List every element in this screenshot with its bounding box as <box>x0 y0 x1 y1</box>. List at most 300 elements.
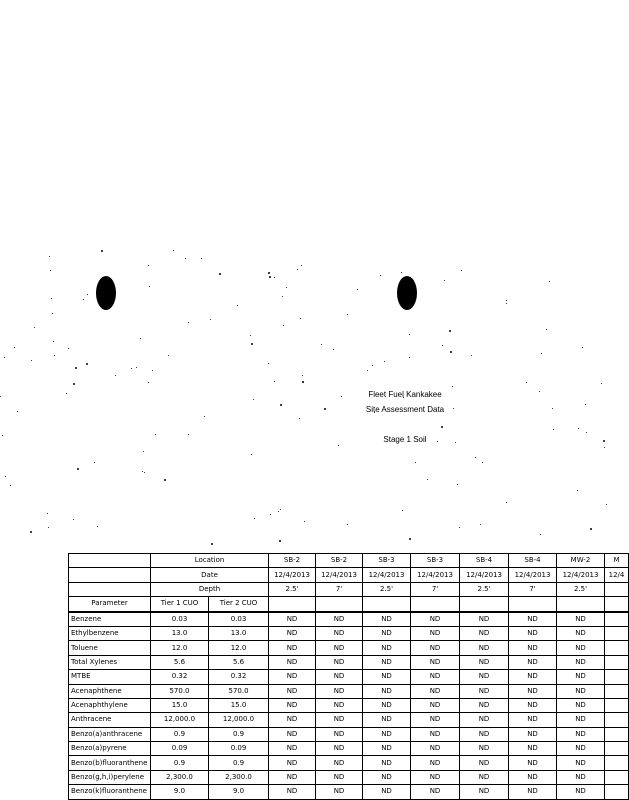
criteria-label: Tier 2 CUO <box>209 597 269 612</box>
scan-speck <box>603 440 605 442</box>
scan-speck <box>604 447 605 448</box>
sample-location: MW-2 <box>557 554 605 568</box>
result-value: ND <box>460 626 509 640</box>
table-row <box>69 713 629 727</box>
result-value: ND <box>363 770 411 784</box>
scan-speck <box>164 479 166 481</box>
depth-label: Depth <box>151 582 269 596</box>
result-value: ND <box>557 785 605 799</box>
table-row <box>69 670 629 684</box>
scan-speck <box>274 381 275 382</box>
document-subtitle: Site Assessment Data <box>365 405 445 414</box>
punch-hole-left <box>96 276 116 310</box>
tier2-value: 15.0 <box>209 698 269 712</box>
result-value: ND <box>411 684 460 698</box>
scan-speck <box>409 538 411 540</box>
scan-speck <box>278 511 279 512</box>
result-value: ND <box>269 756 316 770</box>
result-value: ND <box>363 626 411 640</box>
header-blank <box>316 597 363 612</box>
result-value <box>605 684 629 698</box>
scan-speck <box>269 276 271 278</box>
result-value: ND <box>460 684 509 698</box>
tier2-value: 12,000.0 <box>209 713 269 727</box>
header-row-location <box>69 554 629 568</box>
tier2-value: 13.0 <box>209 626 269 640</box>
scan-speck <box>142 471 143 472</box>
scan-speck <box>300 318 301 319</box>
scan-speck <box>506 300 507 301</box>
result-value: ND <box>460 785 509 799</box>
scan-speck <box>251 343 253 345</box>
scan-speck <box>52 313 53 314</box>
tier1-value: 9.0 <box>151 785 209 799</box>
scan-speck <box>219 273 221 275</box>
tier2-value: 0.09 <box>209 742 269 756</box>
table-row <box>69 727 629 741</box>
scan-speck <box>17 411 18 412</box>
sample-depth: 7' <box>509 582 557 596</box>
scan-speck <box>301 265 302 266</box>
tier1-value: 12.0 <box>151 641 209 655</box>
result-value: ND <box>557 612 605 627</box>
result-value: ND <box>509 756 557 770</box>
scan-speck <box>51 298 52 299</box>
scan-speck <box>506 303 507 304</box>
table-row <box>69 684 629 698</box>
scan-speck <box>68 348 69 349</box>
header-blank <box>460 597 509 612</box>
scan-speck <box>347 314 348 315</box>
scan-speck <box>541 353 542 354</box>
tier1-value: 0.9 <box>151 727 209 741</box>
result-value <box>605 785 629 799</box>
result-value: ND <box>460 727 509 741</box>
sample-depth: 2.5' <box>460 582 509 596</box>
result-value: ND <box>316 785 363 799</box>
result-value: ND <box>363 655 411 669</box>
scan-speck <box>442 345 443 346</box>
result-value: ND <box>557 770 605 784</box>
scan-speck <box>2 435 3 436</box>
scan-speck <box>66 393 67 394</box>
scan-speck <box>97 526 98 527</box>
header-blank <box>363 597 411 612</box>
date-label: Date <box>151 568 269 582</box>
scan-speck <box>549 281 550 282</box>
scan-speck <box>48 527 49 528</box>
scan-speck <box>140 338 141 339</box>
scan-speck <box>585 404 586 405</box>
result-value: ND <box>269 785 316 799</box>
result-value: ND <box>411 670 460 684</box>
scan-speck <box>168 355 169 356</box>
result-value: ND <box>509 655 557 669</box>
scan-speck <box>5 476 6 477</box>
scan-speck <box>398 290 399 291</box>
scan-speck <box>155 434 156 435</box>
header-blank <box>411 597 460 612</box>
table-row <box>69 626 629 640</box>
sample-date: 12/4/2013 <box>269 568 316 582</box>
scan-speck <box>304 521 305 522</box>
result-value: ND <box>316 612 363 627</box>
scan-speck <box>459 527 460 528</box>
scan-speck <box>606 504 607 505</box>
result-value: ND <box>411 626 460 640</box>
result-value <box>605 713 629 727</box>
header-blank <box>69 554 151 568</box>
table-row <box>69 785 629 799</box>
soil-data-table-wrapper <box>68 553 628 800</box>
result-value: ND <box>557 727 605 741</box>
scan-speck <box>280 509 281 510</box>
scan-speck <box>148 265 149 266</box>
tier1-value: 0.32 <box>151 670 209 684</box>
table-row <box>69 756 629 770</box>
scan-speck <box>14 347 15 348</box>
scan-speck <box>77 468 79 470</box>
scan-speck <box>380 275 381 276</box>
tier2-value: 12.0 <box>209 641 269 655</box>
scan-speck <box>282 296 283 297</box>
scan-speck <box>30 531 32 533</box>
header-blank <box>557 597 605 612</box>
result-value: ND <box>316 756 363 770</box>
result-value: ND <box>460 742 509 756</box>
scan-speck <box>526 382 527 383</box>
scan-speck <box>586 432 587 433</box>
sample-location: SB-2 <box>316 554 363 568</box>
scan-speck <box>188 322 189 323</box>
tier1-value: 13.0 <box>151 626 209 640</box>
header-blank <box>605 597 629 612</box>
result-value: ND <box>557 684 605 698</box>
scan-speck <box>347 524 348 525</box>
parameter-name: Benzo(k)fluoranthene <box>69 785 151 799</box>
result-value: ND <box>509 742 557 756</box>
scan-speck <box>450 351 452 353</box>
tier2-value: 9.0 <box>209 785 269 799</box>
result-value: ND <box>411 742 460 756</box>
scan-speck <box>144 472 145 473</box>
scan-speck <box>94 462 95 463</box>
scan-speck <box>101 250 103 252</box>
parameter-name: Anthracene <box>69 713 151 727</box>
result-value: ND <box>363 727 411 741</box>
scan-speck <box>173 250 174 251</box>
scan-speck <box>601 383 602 384</box>
result-value: ND <box>509 612 557 627</box>
result-value: ND <box>363 742 411 756</box>
result-value: ND <box>316 770 363 784</box>
scan-speck <box>148 382 149 383</box>
sample-location: SB-3 <box>363 554 411 568</box>
scan-speck <box>324 408 326 410</box>
result-value: ND <box>509 641 557 655</box>
scan-speck <box>449 330 451 332</box>
result-value: ND <box>557 713 605 727</box>
scan-speck <box>250 335 251 336</box>
scan-speck <box>452 386 453 387</box>
scan-speck <box>210 319 211 320</box>
scan-speck <box>367 370 368 371</box>
result-value: ND <box>269 612 316 627</box>
result-value: ND <box>460 756 509 770</box>
document-title: Fleet Fuel Kankakee <box>368 390 442 399</box>
scan-speck <box>578 428 579 429</box>
result-value: ND <box>411 641 460 655</box>
scan-speck <box>409 334 410 335</box>
result-value: ND <box>557 641 605 655</box>
result-value <box>605 626 629 640</box>
table-row <box>69 612 629 627</box>
result-value: ND <box>363 670 411 684</box>
result-value: ND <box>269 727 316 741</box>
parameter-name: Benzo(g,h,i)perylene <box>69 770 151 784</box>
scan-speck <box>4 357 5 358</box>
result-value <box>605 641 629 655</box>
punch-hole-right <box>397 276 417 310</box>
parameter-name: Benzene <box>69 612 151 627</box>
scan-speck <box>31 360 32 361</box>
scan-speck <box>115 375 116 376</box>
scan-speck <box>143 451 144 452</box>
scan-speck <box>415 462 416 463</box>
sample-location: SB-3 <box>411 554 460 568</box>
result-value <box>605 698 629 712</box>
scan-speck <box>54 355 55 356</box>
parameter-name: Toluene <box>69 641 151 655</box>
scan-speck <box>384 361 385 362</box>
result-value: ND <box>509 626 557 640</box>
result-value: ND <box>509 727 557 741</box>
result-value: ND <box>363 684 411 698</box>
header-blank <box>69 568 151 582</box>
scan-speck <box>50 270 51 271</box>
criteria-label: Tier 1 CUO <box>151 597 209 612</box>
scan-speck <box>471 355 472 356</box>
result-value: ND <box>316 641 363 655</box>
result-value: ND <box>316 742 363 756</box>
sample-depth: 2.5' <box>557 582 605 596</box>
scan-speck <box>552 408 553 409</box>
scan-speck <box>302 375 303 376</box>
scan-speck <box>87 294 88 295</box>
tier1-value: 5.6 <box>151 655 209 669</box>
scan-speck <box>131 368 132 369</box>
scan-speck <box>136 367 137 368</box>
result-value: ND <box>509 770 557 784</box>
result-value: ND <box>316 727 363 741</box>
result-value: ND <box>269 626 316 640</box>
result-value: ND <box>557 698 605 712</box>
table-row <box>69 655 629 669</box>
scan-speck <box>204 416 205 417</box>
sample-location: SB-4 <box>460 554 509 568</box>
scan-speck <box>412 300 413 301</box>
result-value <box>605 756 629 770</box>
scan-speck <box>251 454 252 455</box>
result-value: ND <box>411 713 460 727</box>
sample-date: 12/4 <box>605 568 629 582</box>
tier2-value: 0.9 <box>209 756 269 770</box>
scan-speck <box>211 543 213 545</box>
sample-date: 12/4/2013 <box>316 568 363 582</box>
sample-location: SB-4 <box>509 554 557 568</box>
result-value: ND <box>269 641 316 655</box>
result-value: ND <box>269 655 316 669</box>
sample-depth: 7' <box>316 582 363 596</box>
result-value <box>605 655 629 669</box>
parameter-label: Parameter <box>69 597 151 612</box>
result-value: ND <box>316 698 363 712</box>
scan-speck <box>53 341 54 342</box>
header-blank <box>269 597 316 612</box>
tier1-value: 2,300.0 <box>151 770 209 784</box>
result-value: ND <box>316 713 363 727</box>
tier1-value: 0.03 <box>151 612 209 627</box>
result-value: ND <box>460 713 509 727</box>
scan-speck <box>279 540 281 542</box>
result-value: ND <box>316 670 363 684</box>
scan-speck <box>73 383 75 385</box>
header-row-depth <box>69 582 629 596</box>
result-value: ND <box>316 655 363 669</box>
result-value: ND <box>460 698 509 712</box>
sample-depth: 7' <box>411 582 460 596</box>
scan-speck <box>303 382 304 383</box>
scan-speck <box>73 519 74 520</box>
result-value: ND <box>411 770 460 784</box>
parameter-name: Total Xylenes <box>69 655 151 669</box>
header-blank <box>69 582 151 596</box>
tier1-value: 0.09 <box>151 742 209 756</box>
tier2-value: 0.03 <box>209 612 269 627</box>
scan-speck <box>152 370 153 371</box>
result-value: ND <box>411 612 460 627</box>
scan-speck <box>402 510 403 511</box>
result-value: ND <box>363 698 411 712</box>
tier1-value: 0.9 <box>151 756 209 770</box>
scan-speck <box>299 418 300 419</box>
result-value: ND <box>411 785 460 799</box>
scan-speck <box>333 349 334 350</box>
parameter-name: Benzo(b)fluoranthene <box>69 756 151 770</box>
sample-date: 12/4/2013 <box>460 568 509 582</box>
tier1-value: 12,000.0 <box>151 713 209 727</box>
location-label: Location <box>151 554 269 568</box>
result-value: ND <box>509 713 557 727</box>
scan-speck <box>475 457 476 458</box>
sample-date: 12/4/2013 <box>509 568 557 582</box>
table-row <box>69 742 629 756</box>
result-value: ND <box>411 727 460 741</box>
result-value: ND <box>460 612 509 627</box>
result-value <box>605 742 629 756</box>
result-value: ND <box>460 655 509 669</box>
scan-speck <box>185 258 186 259</box>
header-row-date <box>69 568 629 582</box>
result-value: ND <box>557 756 605 770</box>
scan-speck <box>274 277 275 278</box>
soil-data-table <box>68 553 629 800</box>
result-value: ND <box>557 655 605 669</box>
parameter-name: Benzo(a)pyrene <box>69 742 151 756</box>
sample-depth <box>605 582 629 596</box>
result-value: ND <box>460 770 509 784</box>
scan-speck <box>253 399 254 400</box>
result-value: ND <box>269 742 316 756</box>
sample-date: 12/4/2013 <box>557 568 605 582</box>
result-value: ND <box>316 626 363 640</box>
result-value: ND <box>363 713 411 727</box>
scan-speck <box>254 518 255 519</box>
result-value: ND <box>557 742 605 756</box>
tier2-value: 0.32 <box>209 670 269 684</box>
scan-speck <box>577 490 578 491</box>
scan-speck <box>34 327 35 328</box>
sample-depth: 2.5' <box>363 582 411 596</box>
scan-speck <box>280 404 282 406</box>
header-blank <box>509 597 557 612</box>
result-value: ND <box>557 626 605 640</box>
scan-speck <box>297 269 298 270</box>
scan-speck <box>49 256 50 257</box>
sample-depth: 2.5' <box>269 582 316 596</box>
parameter-name: Acenaphthylene <box>69 698 151 712</box>
result-value: ND <box>509 684 557 698</box>
tier2-value: 570.0 <box>209 684 269 698</box>
scan-speck <box>546 329 547 330</box>
result-value: ND <box>557 670 605 684</box>
result-value <box>605 612 629 627</box>
sample-location: M <box>605 554 629 568</box>
result-value <box>605 770 629 784</box>
table-row <box>69 770 629 784</box>
sample-date: 12/4/2013 <box>411 568 460 582</box>
scan-speck <box>201 258 202 259</box>
scan-speck <box>540 534 541 535</box>
parameter-name: Benzo(a)anthracene <box>69 727 151 741</box>
scan-speck <box>401 272 402 273</box>
scan-speck <box>149 286 150 287</box>
result-value: ND <box>363 612 411 627</box>
scan-speck <box>480 524 481 525</box>
result-value: ND <box>269 713 316 727</box>
result-value <box>605 670 629 684</box>
sample-location: SB-2 <box>269 554 316 568</box>
scan-speck <box>75 367 77 369</box>
scan-speck <box>0 396 1 397</box>
table-row <box>69 698 629 712</box>
result-value: ND <box>269 770 316 784</box>
tier2-value: 5.6 <box>209 655 269 669</box>
parameter-name: MTBE <box>69 670 151 684</box>
parameter-name: Ethylbenzene <box>69 626 151 640</box>
scan-speck <box>427 479 428 480</box>
scan-speck <box>237 305 238 306</box>
result-value: ND <box>269 698 316 712</box>
tier2-value: 0.9 <box>209 727 269 741</box>
scan-speck <box>553 429 554 430</box>
scan-speck <box>506 502 507 503</box>
result-value: ND <box>509 785 557 799</box>
scan-speck <box>83 299 84 300</box>
scan-speck <box>372 365 373 366</box>
scan-speck <box>441 426 443 428</box>
tier2-value: 2,300.0 <box>209 770 269 784</box>
